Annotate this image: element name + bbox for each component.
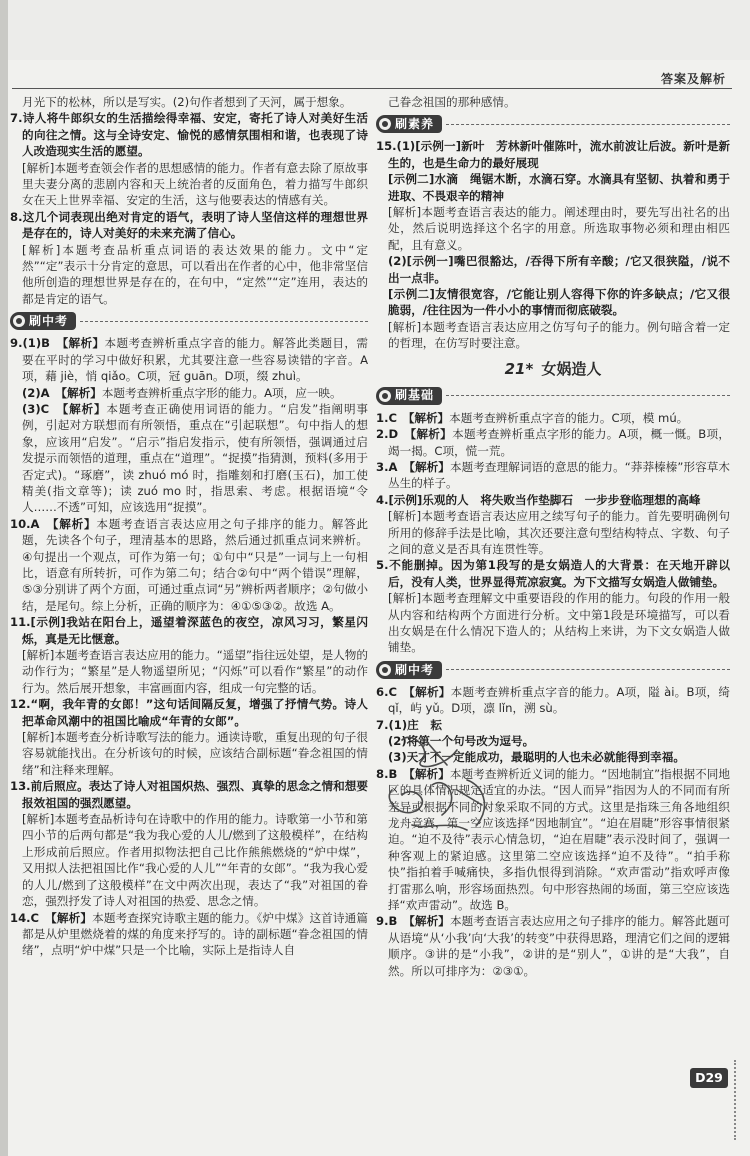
section-pill [376,387,442,405]
section-badge-icon [379,118,391,130]
answer-10 [10,516,368,614]
lesson-answer-8-analysis: 本题考查辨析近义词的能力。“因地制宜”指根据不同地区的具体情况规定适宜的办法。“因人而异”指因为人的不同而有所差异或根据不同的对象采取不同的方式。这里是指珠三角各地组织龙舟竞赛，第一空应该选择“因地制宜”。“迫在眉睫”形容事情很紧迫。“迫不及待”表示心情急切，“迫在眉睫”表示没时间了，强调一种客观上的紧迫感。这里第二空应该选择“迫不及待”。“拍手称快”指拍着手喊痛快，多指仇恨得到消除。“欢声雷动”指欢呼声像打雷那么响，形容场面热烈。句中形容热闹的场面，第三空应该选择“欢声雷动”。故选 B。 [388,766,730,913]
continued-text [10,94,368,110]
lesson-answer-4 [376,492,730,508]
left-column [10,94,368,1072]
scan-edge [0,0,8,1156]
section-header-jichu [376,385,730,407]
continued-text-right [376,94,730,110]
answer-8-text: 8.这几个词表现出绝对肯定的语气，表明了诗人坚信这样的理想世界是存在的，诗人对美好的未来充满了信心。 [10,209,368,241]
section-label: 刷中考 [395,662,435,677]
analysis-15-2 [376,319,730,352]
answer-9-3 [10,401,368,516]
lesson-analysis-4-text: [解析]本题考查语言表达应用之续写句子的能力。首先要明确例句所用的修辞手法是比喻，其次还要注意句型结构特点、字数、句子之间的意义是否具有连贯性等。 [388,509,730,556]
section-badge-icon [13,315,25,327]
lesson-analysis-5 [376,590,730,656]
section-dashed-line [80,321,368,322]
section-dashed-line [446,124,730,125]
answer-11-text: 11.[示例]我站在阳台上，遥望着深蓝色的夜空，凉风习习，繁星闪烁，真是无比惬意。 [10,615,368,646]
answer-11 [10,614,368,647]
lesson-answer-7-1-text: 7.(1)庄 耘 [376,717,442,732]
lesson-answer-1 [376,410,730,426]
analysis-11 [10,647,368,696]
lesson-answer-7-3-text: (3)天才不一定能成功，最聪明的人也未必就能得到幸福。 [388,750,685,765]
lesson-name: 女娲造人 [541,359,602,378]
section-badge-icon [379,664,391,676]
section-pill [376,115,442,133]
answer-9-1-analysis: 本题考查辨析重点字音的能力。解答此类题目，需要在平时的学习中做好积累，尤其要注意一些容易读错的字音。A项，藉 jiè，悄 qiǎo。C项，冠 guān。D项，缀 zhuì。 [22,336,368,384]
lesson-answer-5-text: 5.不能删掉。因为第1段写的是女娲造人的大背景：在天地开辟以后，没有人类，世界显得荒凉寂寞。为下文描写女娲造人做铺垫。 [376,558,730,589]
analysis-15-2-text: [解析]本题考查语言表达应用之仿写句子的能力。例句暗含着一定的哲理，在仿写时要注意。 [388,319,730,351]
section-header-suyang [376,113,730,135]
lesson-answer-9-key: 9.B 【解析】 [376,914,450,929]
lesson-answer-3-key: 3.A 【解析】 [376,459,450,474]
answer-15-2-example-1 [376,253,730,286]
lesson-answer-1-key: 1.C 【解析】 [376,410,450,425]
answer-14-analysis: 本题考查探究诗歌主题的能力。《炉中煤》这首诗通篇都是从炉里燃烧着的煤的角度来抒写的。诗的副标题“眷念祖国的情绪”，点明“炉中煤”只是一个比喻，实际上是指诗人自 [22,910,368,958]
section-header-zhongkao [10,310,368,332]
page-number: D29 [690,1068,728,1088]
lesson-answer-6-analysis: 本题考查辨析重点字音的能力。A项，隘 ài。B项，绮 qǐ，屿 yǔ。D项，凛 lǐn，溯 sù。 [388,684,730,716]
lesson-answer-3-analysis: 本题考查理解词语的意思的能力。“莽莽榛榛”形容草木丛生的样子。 [388,459,730,491]
lesson-answer-1-analysis: 本题考查辨析重点字音的能力。C项，模 mú。 [449,410,689,425]
section-header-zhongkao-2 [376,659,730,681]
section-label: 刷中考 [29,314,69,329]
continued-text-right-content: 己眷念祖国的那种感情。 [388,95,516,109]
answer-7-text: 7.诗人将牛郎织女的生活描绘得幸福、安定，寄托了诗人对美好生活的向往之情。这与全诗安定、愉悦的感情氛围相和谐，也表现了诗人改造现实生活的愿望。 [10,111,368,159]
section-pill [10,312,76,330]
analysis-13-text: [解析]本题考查品析诗句在诗歌中的作用的能力。诗歌第一小节和第四小节的后两句都是“我为我心爱的人儿/燃到了这般模样”，在结构上形成前后照应。作者用拟物法把自己比作熊熊燃烧的“炉中煤”，又用拟人法把祖国比作“我心爱的人儿”“年青的女郎”。“我为我心爱的人儿/燃到了这般模样”在文中两次出现，表达了“我”对祖国的眷恋，强烈抒发了诗人对祖国的热爱、思念之情。 [22,812,368,909]
answer-15-2-example-2-text: [示例二]友情很宽容，/它能让别人容得下你的许多缺点；/它又很脆弱，/往往因为一件小小的事情而彻底破裂。 [388,287,730,318]
lesson-number: 21* [504,359,534,378]
margin-dots [734,1060,736,1140]
answer-15-2-example-1-text: (2)[示例一]嘴巴很豁达，/吞得下所有辛酸；/它又很狭隘，/说不出一点非。 [388,254,730,285]
analysis-12 [10,729,368,778]
analysis-15-1 [376,204,730,253]
answer-7 [10,110,368,159]
lesson-answer-3 [376,459,730,492]
answer-14 [10,910,368,959]
answer-9-2-key: (2)A 【解析】 [22,385,102,400]
lesson-analysis-4 [376,508,730,557]
answer-9-3-analysis: 本题考查正确使用词语的能力。“启发”指阐明事例，引起对方联想而有所领悟，重点在“引起联想”。句中指人的想象，应该用“启发”。“启示”指启发指示，使有所领悟，强调通过启发提示而领悟的道理，重点在“道理”。“捉摸”指猜测，预料(多用于否定式)。“琢磨”，读 zhuó mó 时，指雕刻和打磨(玉石)，加工使精美(指文章等)；读 zuó mo 时，指思索、考虑。根据语境“令人……不透”可知，应该选用“捉摸”。 [22,401,368,515]
lesson-answer-7-3 [376,749,730,765]
analysis-7-text: [解析]本题考查领会作者的思想感情的能力。作者有意去除了原故事里夫妻分离的悲剧内容和天上统治者的反面角色，着力描写牛郎织女在天上世界幸福、安定的生活，这与他要表达的情感有关。 [22,160,368,208]
lesson-answer-8 [376,766,730,914]
section-dashed-line [446,669,730,670]
lesson-answer-7-1 [376,717,730,733]
section-label: 刷素养 [395,117,435,132]
lesson-answer-6 [376,684,730,717]
answer-10-analysis: 本题考查语言表达应用之句子排序的能力。解答此题，先读各个句子，理清基本的思路，然后通过抓重点词来辨析。④句提出一个观点，可作为第一句；①句中“只是”一词与上一句相比，语意有所转折，可作为第二句；结合②句中“两个错误”理解，⑤③分别讲了两个方面，可通过重点词“另”辨析两者顺序；②句做小结，是尾句。综上分析，正确的顺序为：④①⑤③②。故选 A。 [22,516,368,613]
analysis-13 [10,811,368,909]
lesson-answer-5 [376,557,730,590]
analysis-12-text: [解析]本题考查分析诗歌写法的能力。通读诗歌，重复出现的句子很容易就能找出。在分析该句的时候，应该结合副标题“眷念祖国的情绪”和注释来理解。 [22,730,368,777]
answer-15-1-example-2-text: [示例二]水滴 绳锯木断，水滴石穿。水滴具有坚韧、执着和勇于进取、不畏艰辛的精神 [388,172,730,203]
answer-14-key: 14.C 【解析】 [10,910,93,925]
lesson-analysis-5-text: [解析]本题考查理解文中重要语段的作用的能力。句段的作用一般从内容和结构两个方面进行分析。文中第1段是环境描写，可以看出女娲是在什么情况下造人的；从结构上来讲，为下文女娲造人做铺垫。 [388,591,730,655]
lesson-title [376,358,730,380]
section-pill [376,661,442,679]
lesson-answer-6-key: 6.C 【解析】 [376,684,451,699]
lesson-answer-7-2-text: (2)将第一个句号改为逗号。 [388,734,535,748]
answer-13-text: 13.前后照应。表达了诗人对祖国炽热、强烈、真挚的思念之情和想要报效祖国的强烈愿望。 [10,779,368,810]
lesson-answer-4-text: 4.[示例]乐观的人 将失败当作垫脚石 一步步登临理想的高峰 [376,492,701,507]
answer-9-2-analysis: 本题考查辨析重点字形的能力。A项，应一映。 [101,385,342,400]
answer-12 [10,696,368,729]
answer-13 [10,778,368,811]
analysis-8-text: [解析]本题考查品析重点词语的表达效果的能力。文中“定然”“定”表示十分肯定的意思，可以看出在作者的心中，他非常坚信他所创造的理想世界是存在的，在句中，“定然”“定”连用，表达的都是肯定的语气。 [22,242,368,306]
section-badge-icon [379,390,391,402]
analysis-15-1-text: [解析]本题考查语言表达的能力。阐述理由时，要先写出社名的出处，然后说明选择这个名字的用意。所选取事物必须和理由相匹配，且有意义。 [388,205,730,252]
lesson-answer-2 [376,426,730,459]
answer-9-1 [10,335,368,384]
continued-text-content: 月光下的松林，所以是写实。(2)句作者想到了天河，属于想象。 [22,95,352,109]
answer-15-1-example-1 [376,138,730,171]
answer-8 [10,209,368,242]
answer-10-key: 10.A 【解析】 [10,516,97,531]
answer-9-1-key: 9.(1)B 【解析】 [10,336,105,351]
lesson-answer-2-analysis: 本题考查辨析重点字形的能力。A项，概一慨。B项，竭一揭。C项，慌一荒。 [388,427,730,458]
analysis-11-text: [解析]本题考查语言表达应用的能力。“遥望”指往远处望，是人物的动作行为；“繁星”是人物遥望所见；“闪烁”可以看作“繁星”的动作行为。然后展开想象，丰富画面内容，组成一句完整的话。 [22,648,368,695]
right-column [376,94,730,1072]
answer-12-text: 12.“啊，我年青的女郎！”这句话间隔反复，增强了抒情气势。诗人把革命风潮中的祖国比喻成“年青的女郎”。 [10,697,368,728]
analysis-8 [10,242,368,308]
answer-15-2-example-2 [376,286,730,319]
lesson-answer-9 [376,913,730,979]
answer-9-3-key: (3)C 【解析】 [22,401,107,416]
page-header-title: 答案及解析 [660,72,726,86]
answer-9-2 [10,385,368,401]
header-rule [12,88,732,89]
lesson-answer-8-key: 8.B 【解析】 [376,766,450,781]
answer-15-1-example-2 [376,171,730,204]
answer-15-1-example-1-text: 15.(1)[示例一]新叶 芳林新叶催陈叶，流水前波让后波。新叶是新生的，也是生命力的最好展现 [376,139,730,170]
section-dashed-line [446,395,730,396]
section-label: 刷基础 [395,388,435,403]
lesson-answer-7-2 [376,733,730,749]
lesson-answer-9-analysis: 本题考查语言表达应用之句子排序的能力。解答此题可从语境“从‘小我’向‘大我’的转变”中获得思路，理清它们之间的逻辑顺序。③讲的是“小我”，②讲的是“别人”，①讲的是“大我”，自然。所以可排序为：②③①。 [388,914,730,978]
lesson-answer-2-key: 2.D 【解析】 [376,427,453,442]
analysis-7 [10,160,368,209]
scan-top-strip [0,0,750,60]
